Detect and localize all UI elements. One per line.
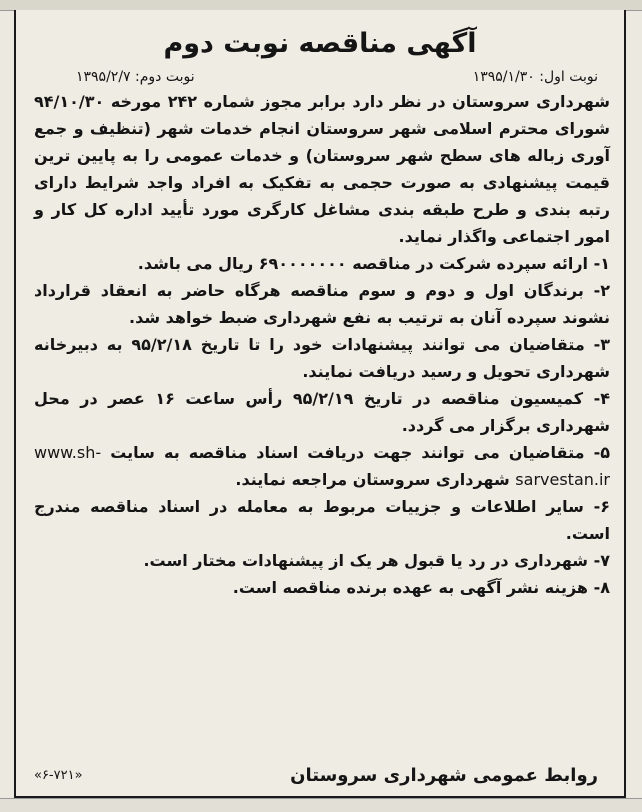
- website-link[interactable]: www.sh-sarvestan.ir: [34, 443, 610, 489]
- notice-code: «۶-۷۲۱»: [34, 768, 83, 783]
- item-5-text: ۵- متقاضیان می توانند جهت دریافت اسناد مناقصه به سایت: [110, 443, 610, 462]
- notice-title: آگهی مناقصه نوبت دوم: [163, 28, 477, 59]
- item-5-text-end: شهرداری سروستان مراجعه نمایند.: [235, 470, 510, 489]
- first-round-date: نوبت اول: ۱۳۹۵/۱/۳۰: [472, 69, 598, 85]
- bottom-page-strip: [0, 798, 642, 812]
- item-4: ۴- کمیسیون مناقصه در تاریخ ۹۵/۲/۱۹ رأس ساعت ۱۶ عصر در محل شهرداری برگزار می گردد.: [34, 389, 611, 435]
- tender-notice: [14, 10, 626, 798]
- intro-paragraph: شهرداری سروستان در نظر دارد برابر مجوز شماره ۲۴۲ مورخه ۹۴/۱۰/۳۰ شورای محترم اسلامی شهر سروستان انجام خدمات شهر (تنظیف و جمع آوری زباله های سطح شهر سروستان) و خدمات عمومی را به پایین ترین قیمت پیشنهادی به صورت حجمی به تفکیک به افراد واجد شرایط دارای رتبه بندی و طرح طبقه بندی مشاغل کارگری مورد تأیید اداره کل کار و امور اجتماعی واگذار نماید.: [34, 92, 610, 246]
- item-1: ۱- ارائه سپرده شرکت در مناقصه ۶۹۰۰۰۰۰۰۰ ریال می باشد.: [137, 254, 610, 273]
- notice-footer: [16, 765, 624, 786]
- round-dates: [16, 66, 624, 88]
- item-3: ۳- متقاضیان می توانند پیشنهادات خود را تا تاریخ ۹۵/۲/۱۸ به دبیرخانه شهرداری تحویل و رسید دریافت نمایند.: [34, 335, 611, 381]
- item-6: ۶- سایر اطلاعات و جزییات مربوط به معامله در اسناد مناقصه مندرج است.: [34, 497, 610, 543]
- item-8: ۸- هزینه نشر آگهی به عهده برنده مناقصه است.: [232, 578, 610, 597]
- item-2: ۲- برندگان اول و دوم و سوم مناقصه هرگاه حاضر به انعقاد قرارداد نشوند سپرده آنان به ترتیب به نفع شهرداری ضبط خواهد شد.: [34, 281, 610, 327]
- notice-body: [16, 88, 624, 601]
- item-7: ۷- شهرداری در رد یا قبول هر یک از پیشنهادات مختار است.: [143, 551, 610, 570]
- second-round-date: نوبت دوم: ۱۳۹۵/۲/۷: [76, 69, 195, 85]
- item-5: [34, 439, 610, 493]
- signature: روابط عمومی شهرداری سروستان: [290, 765, 598, 786]
